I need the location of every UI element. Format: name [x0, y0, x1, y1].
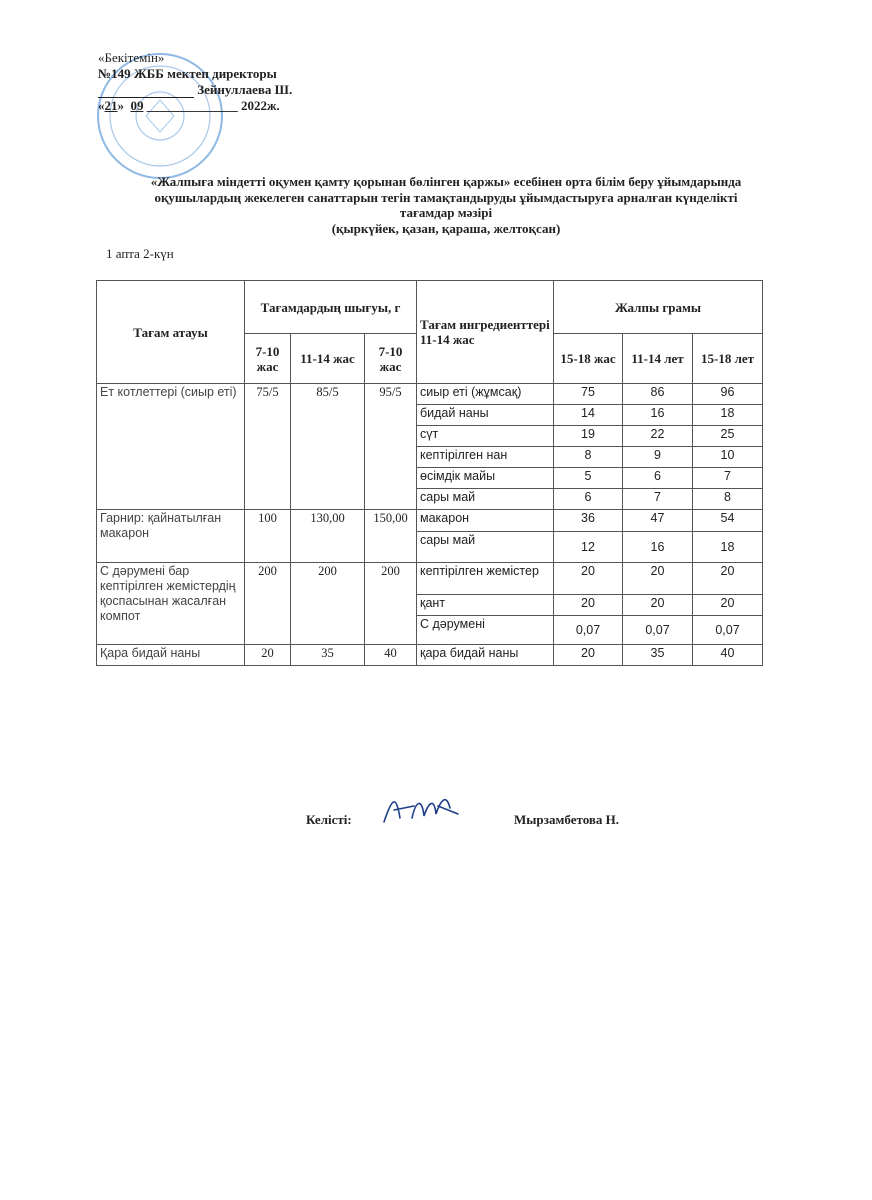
gram-value: 18	[693, 532, 763, 563]
dish-name: Ет котлеттері (сиыр еті)	[97, 384, 245, 510]
approval-signature-line	[98, 82, 292, 98]
date-month: 09	[130, 98, 144, 113]
dish-output: 130,00	[291, 510, 365, 563]
table-row	[97, 510, 763, 532]
ingredient-name: кептірілген жемістер	[417, 563, 554, 595]
gram-value: 20	[623, 595, 693, 616]
ingredient-name: сүт	[417, 426, 554, 447]
gram-value: 7	[623, 489, 693, 510]
table-row	[97, 384, 763, 405]
dish-output: 35	[291, 645, 365, 666]
agreed-name: Мырзамбетова Н.	[514, 812, 620, 827]
header-gram-col: 15-18 лет	[693, 334, 763, 384]
header-out-col: 7-10 жас	[365, 334, 417, 384]
gram-value: 9	[623, 447, 693, 468]
dish-output: 200	[291, 563, 365, 645]
signature-blank	[98, 85, 194, 98]
date-year: 2022ж.	[241, 98, 280, 113]
gram-value: 20	[554, 563, 623, 595]
ingredient-name: бидай наны	[417, 405, 554, 426]
table-row	[97, 645, 763, 666]
dish-output: 95/5	[365, 384, 417, 510]
gram-value: 7	[693, 468, 763, 489]
dish-name: С дәрумені бар кептірілген жемістердің қоспасынан жасалған компот	[97, 563, 245, 645]
gram-value: 47	[623, 510, 693, 532]
approval-heading: «Бекітемін»	[98, 50, 165, 65]
dish-output: 100	[245, 510, 291, 563]
approval-position: №149 ЖББ мектеп директоры	[98, 66, 277, 81]
document-title: «Жалпыға міндетті оқумен қамту қорынан бөлінген қаржы» есебінен орта білім беру ұйымдарында оқушылардың жекелеген санаттарын тегін тамақтандыруды ұйымдастыруға арналған күнделікті тағамдар мәзірі (қыркүйек, қазан, қараша, желтоқсан)	[150, 174, 742, 236]
gram-value: 8	[693, 489, 763, 510]
gram-value: 20	[554, 595, 623, 616]
approval-date: «21» 09 ______________ 2022ж.	[98, 98, 280, 113]
menu-table	[96, 280, 763, 666]
gram-value: 54	[693, 510, 763, 532]
ingredient-name: қант	[417, 595, 554, 616]
gram-value: 6	[554, 489, 623, 510]
header-grams: Жалпы грамы	[554, 281, 763, 334]
gram-value: 0,07	[623, 616, 693, 645]
header-ingredients: Тағам ингредиенттері 11-14 жас	[417, 281, 554, 384]
gram-value: 40	[693, 645, 763, 666]
agreed-label: Келісті:	[306, 812, 352, 827]
dish-output: 150,00	[365, 510, 417, 563]
ingredient-name: сары май	[417, 489, 554, 510]
ingredient-name: С дәрумені	[417, 616, 554, 645]
dish-output: 75/5	[245, 384, 291, 510]
gram-value: 20	[554, 645, 623, 666]
gram-value: 18	[693, 405, 763, 426]
dish-name: Қара бидай наны	[97, 645, 245, 666]
ingredient-name: өсімдік майы	[417, 468, 554, 489]
header-dish: Тағам атауы	[97, 281, 245, 384]
ingredient-name: макарон	[417, 510, 554, 532]
gram-value: 16	[623, 405, 693, 426]
ingredient-name: қара бидай наны	[417, 645, 554, 666]
header-gram-col: 15-18 жас	[554, 334, 623, 384]
ingredient-name: сары май	[417, 532, 554, 563]
gram-value: 75	[554, 384, 623, 405]
dish-output: 20	[245, 645, 291, 666]
dish-output: 85/5	[291, 384, 365, 510]
ingredient-name: сиыр еті (жұмсақ)	[417, 384, 554, 405]
gram-value: 16	[623, 532, 693, 563]
handwritten-signature	[378, 788, 468, 832]
gram-value: 35	[623, 645, 693, 666]
gram-value: 86	[623, 384, 693, 405]
dish-name: Гарнир: қайнатылған макарон	[97, 510, 245, 563]
gram-value: 5	[554, 468, 623, 489]
header-out-col: 7-10 жас	[245, 334, 291, 384]
header-out-col: 11-14 жас	[291, 334, 365, 384]
gram-value: 96	[693, 384, 763, 405]
director-name: Зейнуллаева Ш.	[197, 82, 293, 97]
dish-output: 200	[365, 563, 417, 645]
gram-value: 8	[554, 447, 623, 468]
gram-value: 12	[554, 532, 623, 563]
gram-value: 10	[693, 447, 763, 468]
gram-value: 14	[554, 405, 623, 426]
gram-value: 36	[554, 510, 623, 532]
gram-value: 20	[693, 595, 763, 616]
table-row	[97, 563, 763, 595]
approval-block	[98, 50, 292, 114]
dish-output: 200	[245, 563, 291, 645]
gram-value: 6	[623, 468, 693, 489]
date-day: 21	[104, 98, 118, 113]
gram-value: 20	[623, 563, 693, 595]
gram-value: 0,07	[693, 616, 763, 645]
gram-value: 0,07	[554, 616, 623, 645]
dish-output: 40	[365, 645, 417, 666]
header-output: Тағамдардың шығуы, г	[245, 281, 417, 334]
gram-value: 20	[693, 563, 763, 595]
header-gram-col: 11-14 лет	[623, 334, 693, 384]
ingredient-name: кептірілген нан	[417, 447, 554, 468]
gram-value: 19	[554, 426, 623, 447]
gram-value: 22	[623, 426, 693, 447]
gram-value: 25	[693, 426, 763, 447]
week-day-label: 1 апта 2-күн	[106, 246, 174, 261]
